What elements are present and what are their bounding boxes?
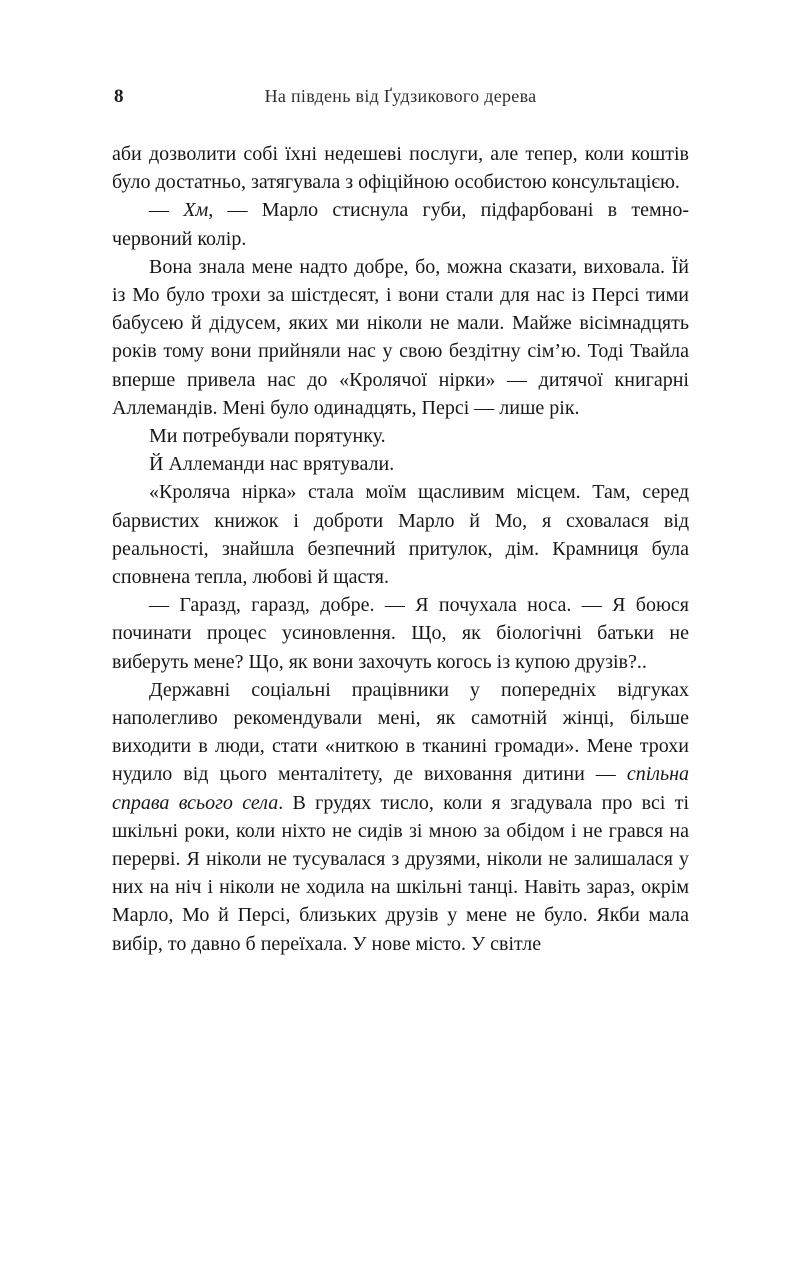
paragraph xyxy=(112,140,689,196)
text-run: Вона знала мене надто добре, бо, можна сказати, виховала. Їй із Мо було трохи за шістдесят, і вони стали для нас із Персі тими бабусею й дідусем, яких ми ніколи не мали. Майже вісімнадцять років тому вони прийняли нас у свою бездітну сім’ю. Тоді Твайла вперше привела нас до «Кролячої нірки» — дитячої книгарні Аллемандів. Мені було одинадцять, Персі — лише рік. xyxy=(112,255,689,419)
text-run: аби дозволити собі їхні недешеві послуги, але тепер, коли коштів було достатньо, затягувала з офіційною особистою консультацією. xyxy=(112,143,689,194)
paragraph xyxy=(112,478,689,591)
page-number: 8 xyxy=(114,86,124,107)
text-run: — xyxy=(149,199,184,222)
paragraph xyxy=(112,676,689,958)
paragraph xyxy=(112,591,689,676)
italic-text-run: Хм xyxy=(183,199,209,222)
text-run: Ми потребували порятунку. xyxy=(149,425,386,448)
running-header: На південь від Ґудзикового дерева xyxy=(264,86,537,106)
text-block xyxy=(112,86,689,958)
italic-text-run: спільна справа всього села xyxy=(112,763,689,814)
page-body xyxy=(112,140,689,958)
text-run: , — Марло стиснула губи, підфарбовані в темно-червоний колір. xyxy=(112,199,689,250)
paragraph xyxy=(112,422,689,450)
paragraph xyxy=(112,196,689,252)
text-run: . В грудях тисло, коли я згадувала про всі ті шкільні роки, коли ніхто не сидів зі мною за обідом і не грався на перерві. Я ніколи не тусувалася з друзями, ніколи не залишалася у них на ніч і ніколи не ходила на шкільні танці. Навіть зараз, окрім Марло, Мо й Персі, близьких друзів у мене не було. Якби мала вибір, то давно б переїхала. У нове місто. У світле xyxy=(112,791,689,955)
text-run: Державні соціальні працівники у попередніх відгуках наполегливо рекомендували мені, як самотній жінці, більше виходити в люди, стати «ниткою в тканині громади». Мене трохи нудило від цього менталітету, де виховання дитини — xyxy=(112,678,689,786)
paragraph xyxy=(112,253,689,422)
paragraph xyxy=(112,450,689,478)
page-header xyxy=(112,86,689,112)
text-run: — Гаразд, гаразд, добре. — Я почухала носа. — Я боюся починати процес усиновлення. Що, як біологічні батьки не виберуть мене? Що, як вони захочуть когось із купою друзів?.. xyxy=(112,594,689,673)
text-run: Й Аллеманди нас врятували. xyxy=(149,453,395,476)
text-run: «Кроляча нірка» стала моїм щасливим місцем. Там, серед барвистих книжок і доброти Марло й Мо, я сховалася від реальності, знайшла безпечний притулок, дім. Крамниця була сповнена тепла, любові й щастя. xyxy=(112,481,689,589)
